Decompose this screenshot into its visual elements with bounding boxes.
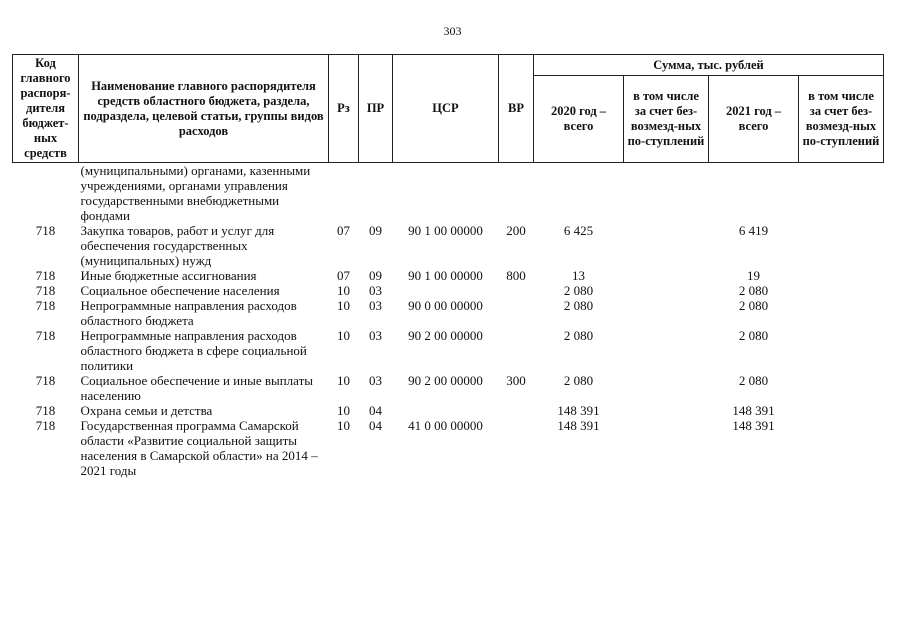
cell-pr: 03 xyxy=(369,373,382,388)
header-sum: Сумма, тыс. рублей xyxy=(534,55,884,76)
cell-name: Социальное обеспечение населения xyxy=(80,283,280,298)
cell-csr: 90 2 00 00000 xyxy=(408,328,483,343)
cell-kod: 718 xyxy=(35,268,56,283)
cell-2021-free xyxy=(799,268,884,283)
cell-kod: 718 xyxy=(35,418,56,433)
cell-2020-free xyxy=(624,298,709,328)
cell-2020-total: 148 391 xyxy=(557,403,600,418)
cell-vr: 300 xyxy=(506,373,526,388)
cell-csr: 90 1 00 00000 xyxy=(408,223,483,238)
header-name: Наименование главного распорядителя средств областного бюджета, раздела, подраздела, целевой статьи, группы видов расходов xyxy=(79,55,329,163)
cell-pr: 03 xyxy=(369,328,382,343)
cell-vr xyxy=(499,163,534,224)
header-kod: Код главного распоря-дителя бюджет-ных средств xyxy=(13,55,79,163)
cell-pr: 09 xyxy=(369,268,382,283)
table-row xyxy=(13,373,884,403)
cell-name: Непрограммные направления расходов областного бюджета в сфере социальной политики xyxy=(80,328,307,373)
header-rz: Рз xyxy=(329,55,359,163)
cell-2020-total: 2 080 xyxy=(563,373,594,388)
cell-kod: 718 xyxy=(35,403,56,418)
table-row xyxy=(13,328,884,373)
cell-kod: 718 xyxy=(35,373,56,388)
cell-2021-total: 2 080 xyxy=(738,328,769,343)
cell-kod: 718 xyxy=(35,283,56,298)
cell-rz: 10 xyxy=(337,373,350,388)
table-header xyxy=(13,55,884,163)
cell-2020-free xyxy=(624,328,709,373)
header-pr: ПР xyxy=(359,55,393,163)
cell-2021-free xyxy=(799,283,884,298)
cell-2021-total: 2 080 xyxy=(738,298,769,313)
cell-name: (муниципальными) органами, казенными учреждениями, органами управления государственными внебюджетными фондами xyxy=(80,163,311,223)
cell-vr: 200 xyxy=(506,223,526,238)
cell-2021-free xyxy=(799,223,884,268)
cell-rz: 10 xyxy=(337,298,350,313)
cell-2020-free xyxy=(624,283,709,298)
cell-csr: 90 1 00 00000 xyxy=(408,268,483,283)
header-2021-total: 2021 год – всего xyxy=(709,76,799,163)
cell-name: Иные бюджетные ассигнования xyxy=(80,268,257,283)
cell-csr: 90 2 00 00000 xyxy=(408,373,483,388)
table-row xyxy=(13,223,884,268)
cell-name: Охрана семьи и детства xyxy=(80,403,213,418)
header-csr: ЦСР xyxy=(393,55,499,163)
cell-2021-total: 19 xyxy=(747,268,760,283)
page-number: 303 xyxy=(443,24,462,38)
cell-2021-total: 148 391 xyxy=(732,403,775,418)
cell-2020-free xyxy=(624,373,709,403)
cell-pr: 09 xyxy=(369,223,382,238)
cell-2021-free xyxy=(799,403,884,418)
cell-vr xyxy=(499,328,534,373)
table-row xyxy=(13,163,884,224)
cell-csr xyxy=(393,283,499,298)
cell-csr: 90 0 00 00000 xyxy=(408,298,483,313)
cell-2021-free xyxy=(799,373,884,403)
cell-rz: 07 xyxy=(337,223,350,238)
cell-2021-total: 148 391 xyxy=(732,418,775,433)
table-body xyxy=(13,163,884,479)
cell-vr xyxy=(499,418,534,478)
cell-2020-free xyxy=(624,403,709,418)
cell-pr: 03 xyxy=(369,298,382,313)
cell-2020-total: 6 425 xyxy=(563,223,594,238)
cell-2020-total: 148 391 xyxy=(557,418,600,433)
cell-2020-free xyxy=(624,418,709,478)
cell-2020-total: 13 xyxy=(572,268,585,283)
cell-2020-total xyxy=(534,163,624,224)
table-row xyxy=(13,418,884,478)
cell-kod: 718 xyxy=(35,328,56,343)
table-row xyxy=(13,268,884,283)
cell-vr xyxy=(499,298,534,328)
table-row xyxy=(13,283,884,298)
cell-2021-free xyxy=(799,163,884,224)
cell-rz xyxy=(329,163,359,224)
cell-2020-total: 2 080 xyxy=(563,283,594,298)
cell-2021-free xyxy=(799,328,884,373)
cell-vr xyxy=(499,403,534,418)
cell-2021-total: 6 419 xyxy=(738,223,769,238)
cell-2021-free xyxy=(799,418,884,478)
cell-pr: 03 xyxy=(369,283,382,298)
cell-csr xyxy=(393,403,499,418)
header-2020-total: 2020 год – всего xyxy=(534,76,624,163)
cell-2020-total: 2 080 xyxy=(563,298,594,313)
cell-2020-total: 2 080 xyxy=(563,328,594,343)
cell-rz: 10 xyxy=(337,328,350,343)
header-2020-free: в том числе за счет без-возмезд-ных по-ступлений xyxy=(624,76,709,163)
cell-2021-free xyxy=(799,298,884,328)
cell-kod: 718 xyxy=(35,298,56,313)
table-row xyxy=(13,403,884,418)
cell-vr: 800 xyxy=(506,268,526,283)
cell-rz: 10 xyxy=(337,283,350,298)
cell-kod: 718 xyxy=(35,223,56,238)
cell-rz: 10 xyxy=(337,418,350,433)
cell-name: Непрограммные направления расходов областного бюджета xyxy=(80,298,297,328)
cell-vr xyxy=(499,283,534,298)
header-vr: ВР xyxy=(499,55,534,163)
cell-pr: 04 xyxy=(369,403,382,418)
cell-2020-free xyxy=(624,223,709,268)
cell-csr xyxy=(393,163,499,224)
cell-name: Социальное обеспечение и иные выплаты населению xyxy=(80,373,314,403)
cell-rz: 10 xyxy=(337,403,350,418)
cell-2021-total: 2 080 xyxy=(738,283,769,298)
cell-2020-free xyxy=(624,268,709,283)
cell-2021-total xyxy=(709,163,799,224)
cell-name: Государственная программа Самарской области «Развитие социальной защиты населения в Самарской области» на 2014 – 2021 годы xyxy=(80,418,318,478)
cell-pr: 04 xyxy=(369,418,382,433)
cell-2021-total: 2 080 xyxy=(738,373,769,388)
cell-csr: 41 0 00 00000 xyxy=(408,418,483,433)
cell-pr xyxy=(359,163,393,224)
cell-2020-free xyxy=(624,163,709,224)
header-2021-free: в том числе за счет без-возмезд-ных по-ступлений xyxy=(799,76,884,163)
cell-kod xyxy=(13,163,79,224)
table-row xyxy=(13,298,884,328)
budget-table xyxy=(12,54,884,478)
cell-rz: 07 xyxy=(337,268,350,283)
cell-name: Закупка товаров, работ и услуг для обеспечения государственных (муниципальных) нужд xyxy=(80,223,275,268)
